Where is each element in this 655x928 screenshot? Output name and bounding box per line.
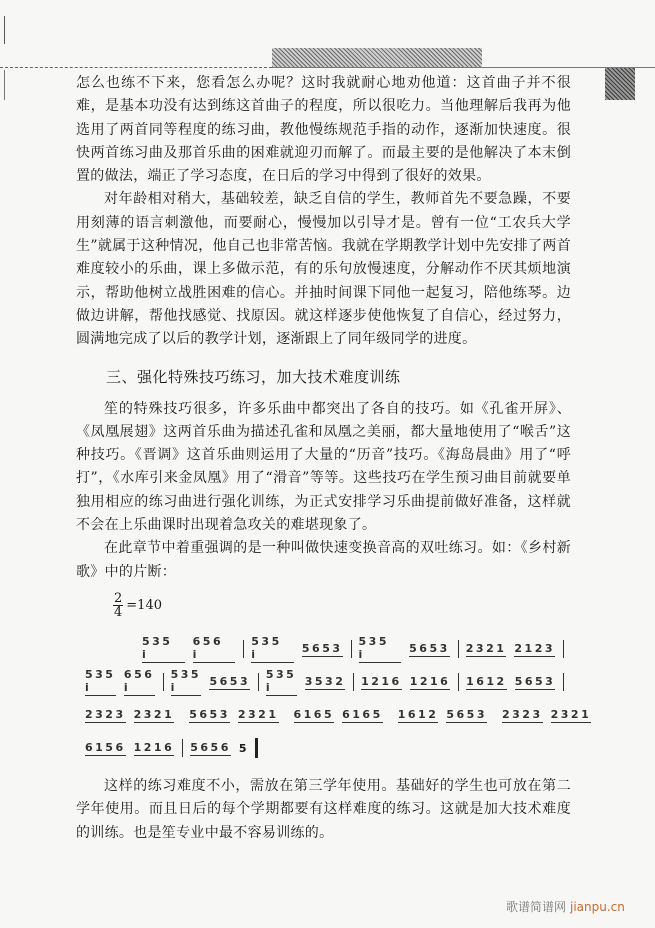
- beat: 5653: [514, 674, 556, 688]
- beat: 6165: [342, 707, 383, 721]
- score-row: [76, 666, 571, 699]
- barline: [163, 673, 164, 691]
- beat: 656 i: [193, 635, 236, 663]
- barline: [351, 640, 352, 658]
- beat: 3532: [304, 674, 346, 688]
- beat: 5653: [301, 641, 343, 655]
- score-row: [76, 732, 571, 765]
- paragraph: 怎么也练不下来，您看怎么办呢？这时我就耐心地劝他道：这首曲子并不很难，是基本功没有达到练这首曲子的程度，所以很吃力。当他理解后我再为他选用了两首同等程度的练习曲，教他慢练规范手指的动作，逐渐加快速度。很快两首练习曲及那首乐曲的困难就迎刃而解了。而最主要的是他解决了本末倒置的做法，端正了学习态度，在日后的学习中得到了很好的效果。: [76, 75, 571, 185]
- header-hatched-band: [272, 48, 482, 67]
- section-heading: 三、强化特殊技巧练习，加大技术难度训练: [106, 367, 401, 386]
- score-row: [76, 699, 592, 732]
- beat: 5653: [446, 707, 487, 721]
- beat: 2321: [237, 707, 279, 721]
- barline: [458, 673, 459, 691]
- beat: 2123: [514, 641, 556, 655]
- beat: 535 i: [85, 668, 116, 695]
- time-signature: $\frac{2}{4}$: [114, 590, 123, 620]
- score-row: [76, 633, 571, 666]
- tempo-marking: [113, 592, 571, 619]
- beat: 656 i: [123, 668, 155, 695]
- watermark: [506, 898, 625, 915]
- beat: 535 i: [251, 635, 294, 663]
- barline: [458, 640, 459, 658]
- barline: [258, 673, 259, 691]
- beat: 5656: [190, 740, 231, 754]
- page-corner-tab: [605, 68, 635, 100]
- beat: 535 i: [359, 635, 402, 663]
- paragraph: 这样的练习难度不小，需放在第三学年使用。基础好的学生也可放在第二学年使用。而且日后的每个学期都要有这样难度的练习。这就是加大技术难度的训练。也是笙专业中最不容易训练的。: [76, 777, 571, 841]
- paragraph: 在此章节中着重强调的是一种叫做快速变换音高的双吐练习。如：《乡村新歌》中的片断：: [76, 540, 571, 580]
- beat: 6156: [85, 740, 126, 754]
- beat: 2323: [85, 707, 126, 721]
- page-content: [76, 72, 592, 845]
- barline: [353, 673, 354, 691]
- beat: 2321: [465, 641, 507, 655]
- beat: 5653: [189, 707, 230, 721]
- margin-rule: [4, 70, 5, 100]
- header-rule: [272, 67, 655, 68]
- paragraph: 对年龄相对稍大，基础较差，缺乏自信的学生，教师首先不要急躁，不要用刻薄的语言刺激他，而要耐心，慢慢加以引导才是。曾有一位“工农兵大学生”就属于这种情况，他自己也非常苦恼。我就在学期教学计划中先安排了两首难度较小的乐曲，课上多做示范，有的乐句放慢速度，分解动作不厌其烦地演示，帮助他树立战胜困难的信心。并抽时间课下同他一起复习，陪他练琴。边做边讲解，帮他找感觉、找原因。就这样逐步使他恢复了自信心，经过努力，圆满地完成了以后的教学计划，逐渐跟上了同年级同学的进度。: [76, 191, 571, 348]
- beat: 2321: [550, 707, 592, 721]
- beat: 1216: [361, 674, 402, 688]
- beat: 535 i: [170, 668, 202, 695]
- beat: 2321: [133, 707, 175, 721]
- final-barline: [255, 738, 258, 758]
- watermark-site-name: 歌谱简谱网: [506, 900, 567, 914]
- beat: 1216: [409, 674, 451, 688]
- paragraph: 笙的特殊技巧很多，许多乐曲中都突出了各自的技巧。如《孔雀开屏》、《凤凰展翅》这两首乐曲为描述孔雀和凤凰之美丽，都大量地使用了“喉舌”这种技巧。《晋调》这首乐曲则运用了大量的“历音”技巧。《海岛晨曲》用了“呼打”，《水库引来金凤凰》用了“滑音”等等。这些技巧在学生预习曲目前就要单独用相应的练习曲进行强化训练，为正式安排学习乐曲提前做好准备，这样就不会在上乐曲课时出现着急攻关的难堪现象了。: [76, 400, 571, 534]
- beat: 1612: [466, 674, 507, 688]
- beat: 5653: [209, 674, 251, 688]
- jianpu-score: [76, 633, 592, 765]
- barline: [563, 673, 564, 691]
- beat: 2323: [502, 707, 543, 721]
- beat: 1216: [133, 740, 175, 754]
- final-note: 5: [238, 741, 247, 755]
- barline: [563, 640, 564, 658]
- beat: 535 i: [265, 668, 297, 695]
- barline: [243, 640, 244, 658]
- beat: 535 i: [142, 635, 185, 663]
- beat: 6165: [293, 707, 335, 721]
- beat: 1612: [397, 707, 439, 721]
- margin-rule: [4, 16, 5, 44]
- beat: 5653: [409, 641, 450, 655]
- tempo-value: =140: [126, 597, 162, 613]
- header-dashed-rule: [0, 67, 272, 68]
- watermark-url: jianpu.cn: [570, 900, 625, 914]
- barline: [182, 739, 183, 757]
